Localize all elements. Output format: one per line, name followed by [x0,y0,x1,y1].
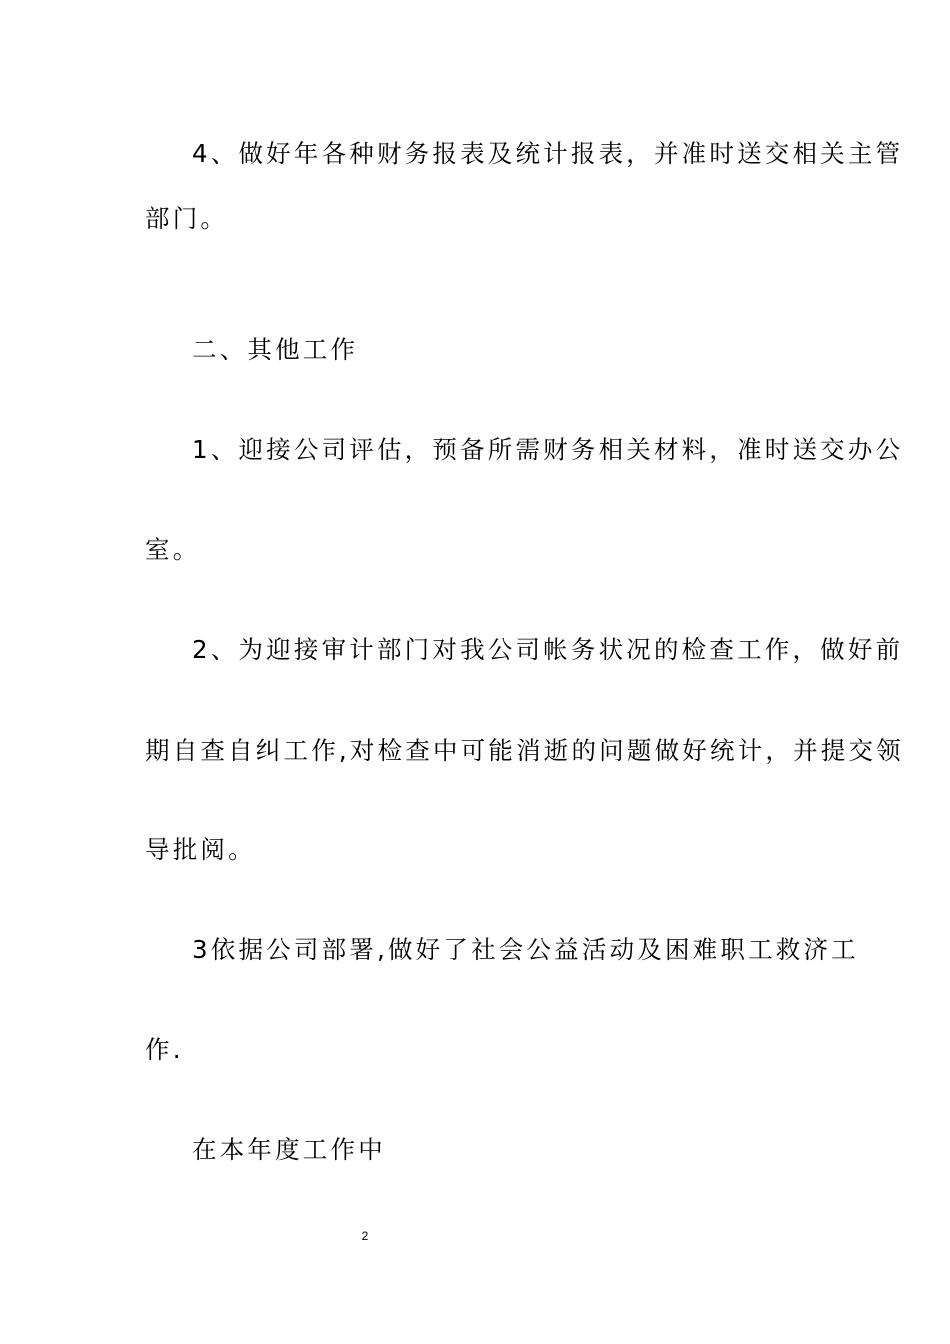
paragraph-line: 作. [145,1035,184,1064]
section-heading: 二、其他工作 [192,335,359,364]
paragraph-line: 1、迎接公司评估，预备所需财务相关材料，准时送交办公 [192,435,904,464]
paragraph-line: 部门。 [145,204,229,233]
paragraph-line: 期自查自纠工作,对检查中可能消逝的问题做好统计，并提交领 [145,736,904,765]
paragraph-line: 2、为迎接审计部门对我公司帐务状况的检查工作，做好前 [192,635,904,664]
paragraph-line: 在本年度工作中 [192,1135,386,1164]
paragraph-line: 3依据公司部署,做好了社会公益活动及困难职工救济工 [192,935,859,964]
paragraph-line: 4、做好年各种财务报表及统计报表，并准时送交相关主管 [192,139,904,168]
page-number: 2 [361,1229,369,1243]
paragraph-line: 室。 [145,535,201,564]
paragraph-line: 导批阅。 [145,835,256,864]
